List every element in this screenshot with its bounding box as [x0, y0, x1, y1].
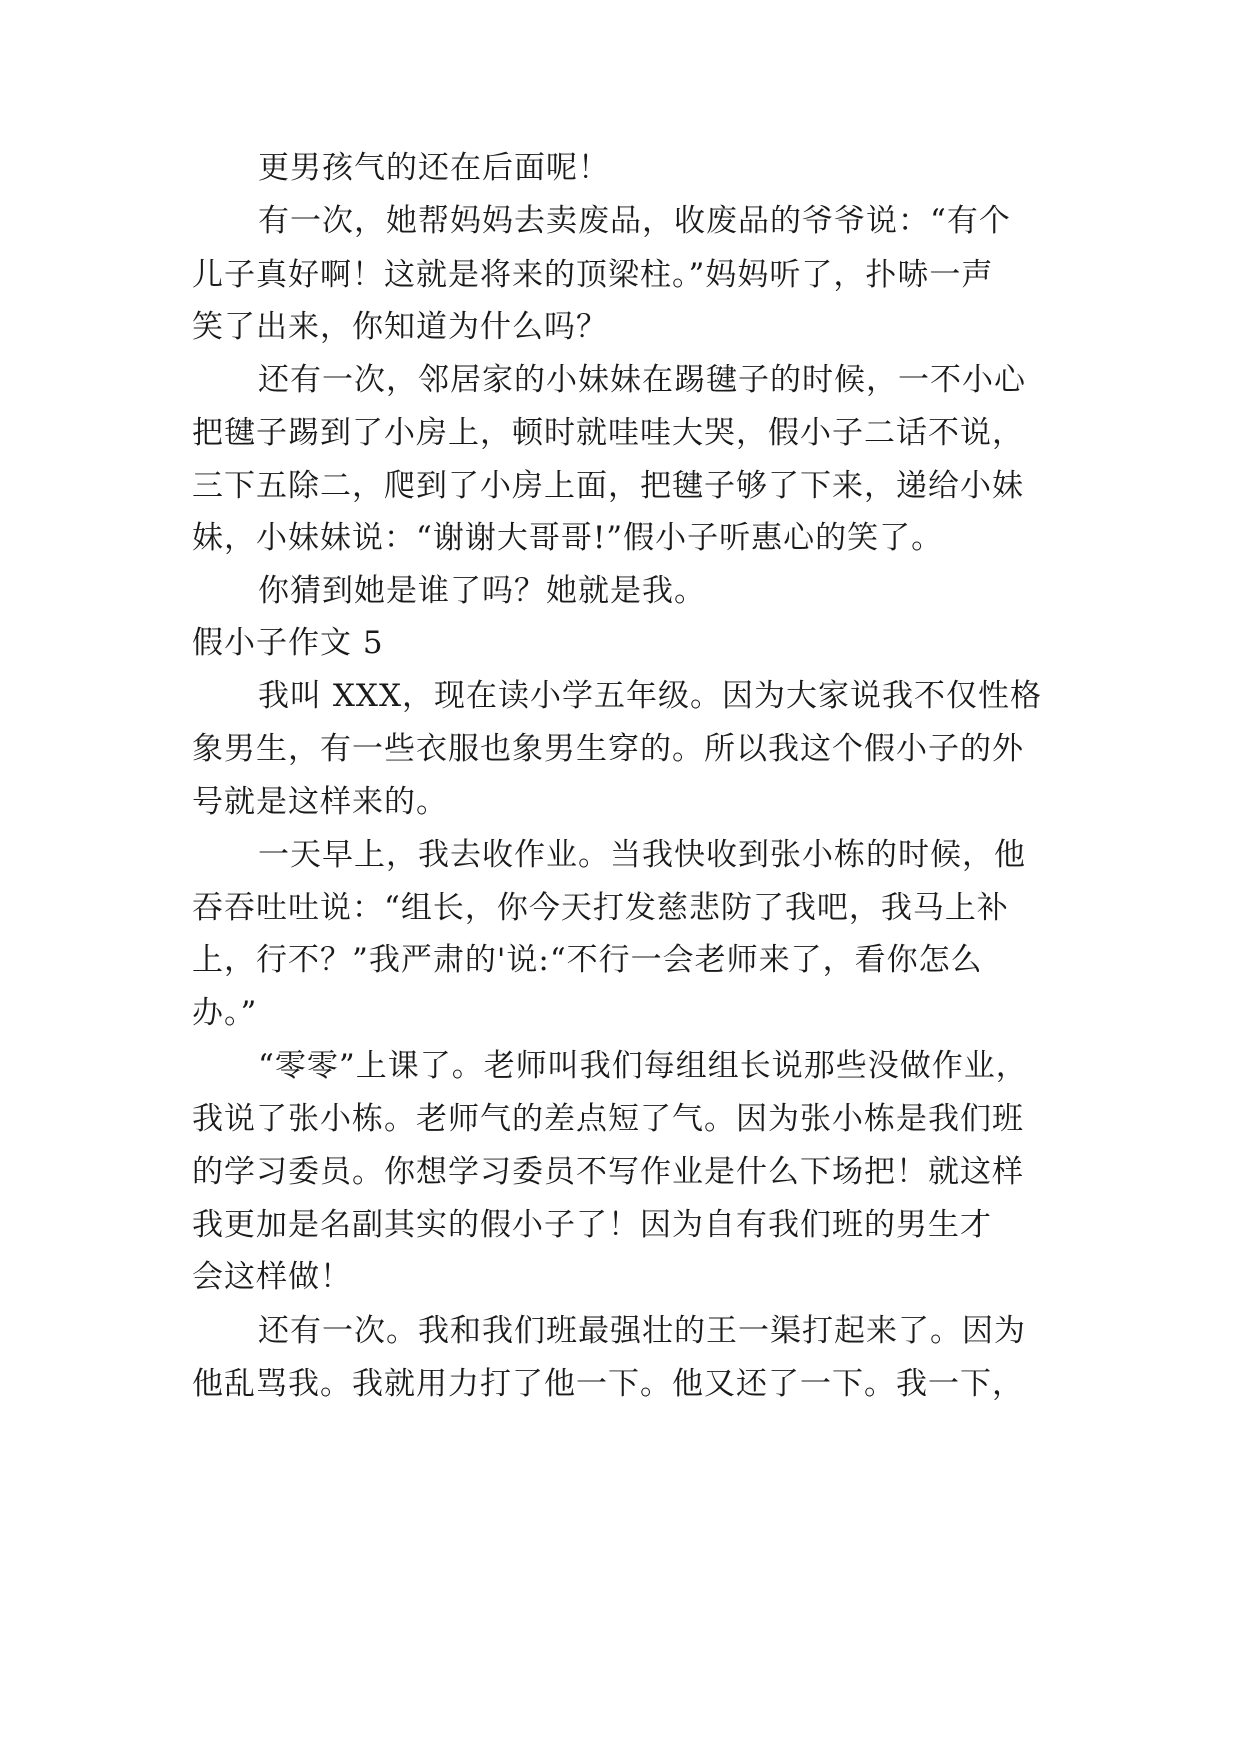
paragraph-line: 我更加是名副其实的假小子了！因为自有我们班的男生才: [192, 1207, 992, 1243]
paragraph-line: 还有一次。我和我们班最强壮的王一渠打起来了。因为: [258, 1313, 1026, 1349]
paragraph-line: 会这样做！: [192, 1259, 352, 1295]
paragraph-line: 妹，小妹妹说：“谢谢大哥哥!”假小子听惠心的笑了。: [192, 520, 944, 556]
paragraph-line: 他乱骂我。我就用力打了他一下。他又还了一下。我一下，: [192, 1366, 1024, 1402]
paragraph-line: 办。”: [192, 995, 258, 1031]
paragraph-line: “零零”上课了。老师叫我们每组组长说那些没做作业，: [258, 1048, 1028, 1084]
paragraph-line: 一天早上，我去收作业。当我快收到张小栋的时候，他: [258, 837, 1026, 873]
paragraph-line: 你猜到她是谁了吗？她就是我。: [258, 573, 706, 609]
paragraph-line: 还有一次，邻居家的小妹妹在踢毽子的时候，一不小心: [258, 362, 1026, 398]
paragraph-line: 象男生，有一些衣服也象男生穿的。所以我这个假小子的外: [192, 731, 1024, 767]
paragraph-line: 我叫 XXX，现在读小学五年级。因为大家说我不仅性格: [258, 678, 1043, 714]
paragraph-line: 有一次，她帮妈妈去卖废品，收废品的爷爷说：“有个: [258, 203, 1011, 239]
paragraph-line: 笑了出来，你知道为什么吗？: [192, 309, 608, 345]
paragraph-line: 我说了张小栋。老师气的差点短了气。因为张小栋是我们班: [192, 1101, 1024, 1137]
paragraph-line: 号就是这样来的。: [192, 784, 448, 820]
section-heading: 假小子作文 5: [192, 625, 384, 661]
paragraph-line: 三下五除二，爬到了小房上面，把毽子够了下来，递给小妹: [192, 468, 1024, 504]
paragraph-line: 的学习委员。你想学习委员不写作业是什么下场把！就这样: [192, 1154, 1024, 1190]
paragraph-line: 吞吞吐吐说：“组长，你今天打发慈悲防了我吧，我马上补: [192, 890, 1009, 926]
paragraph-line: 更男孩气的还在后面呢！: [258, 150, 610, 186]
paragraph-line: 把毽子踢到了小房上，顿时就哇哇大哭，假小子二话不说，: [192, 415, 1024, 451]
paragraph-line: 上，行不？”我严肃的'说:“不行一会老师来了，看你怎么: [192, 942, 983, 978]
paragraph-line: 儿子真好啊！这就是将来的顶梁柱。”妈妈听了，扑哧一声: [192, 257, 994, 293]
